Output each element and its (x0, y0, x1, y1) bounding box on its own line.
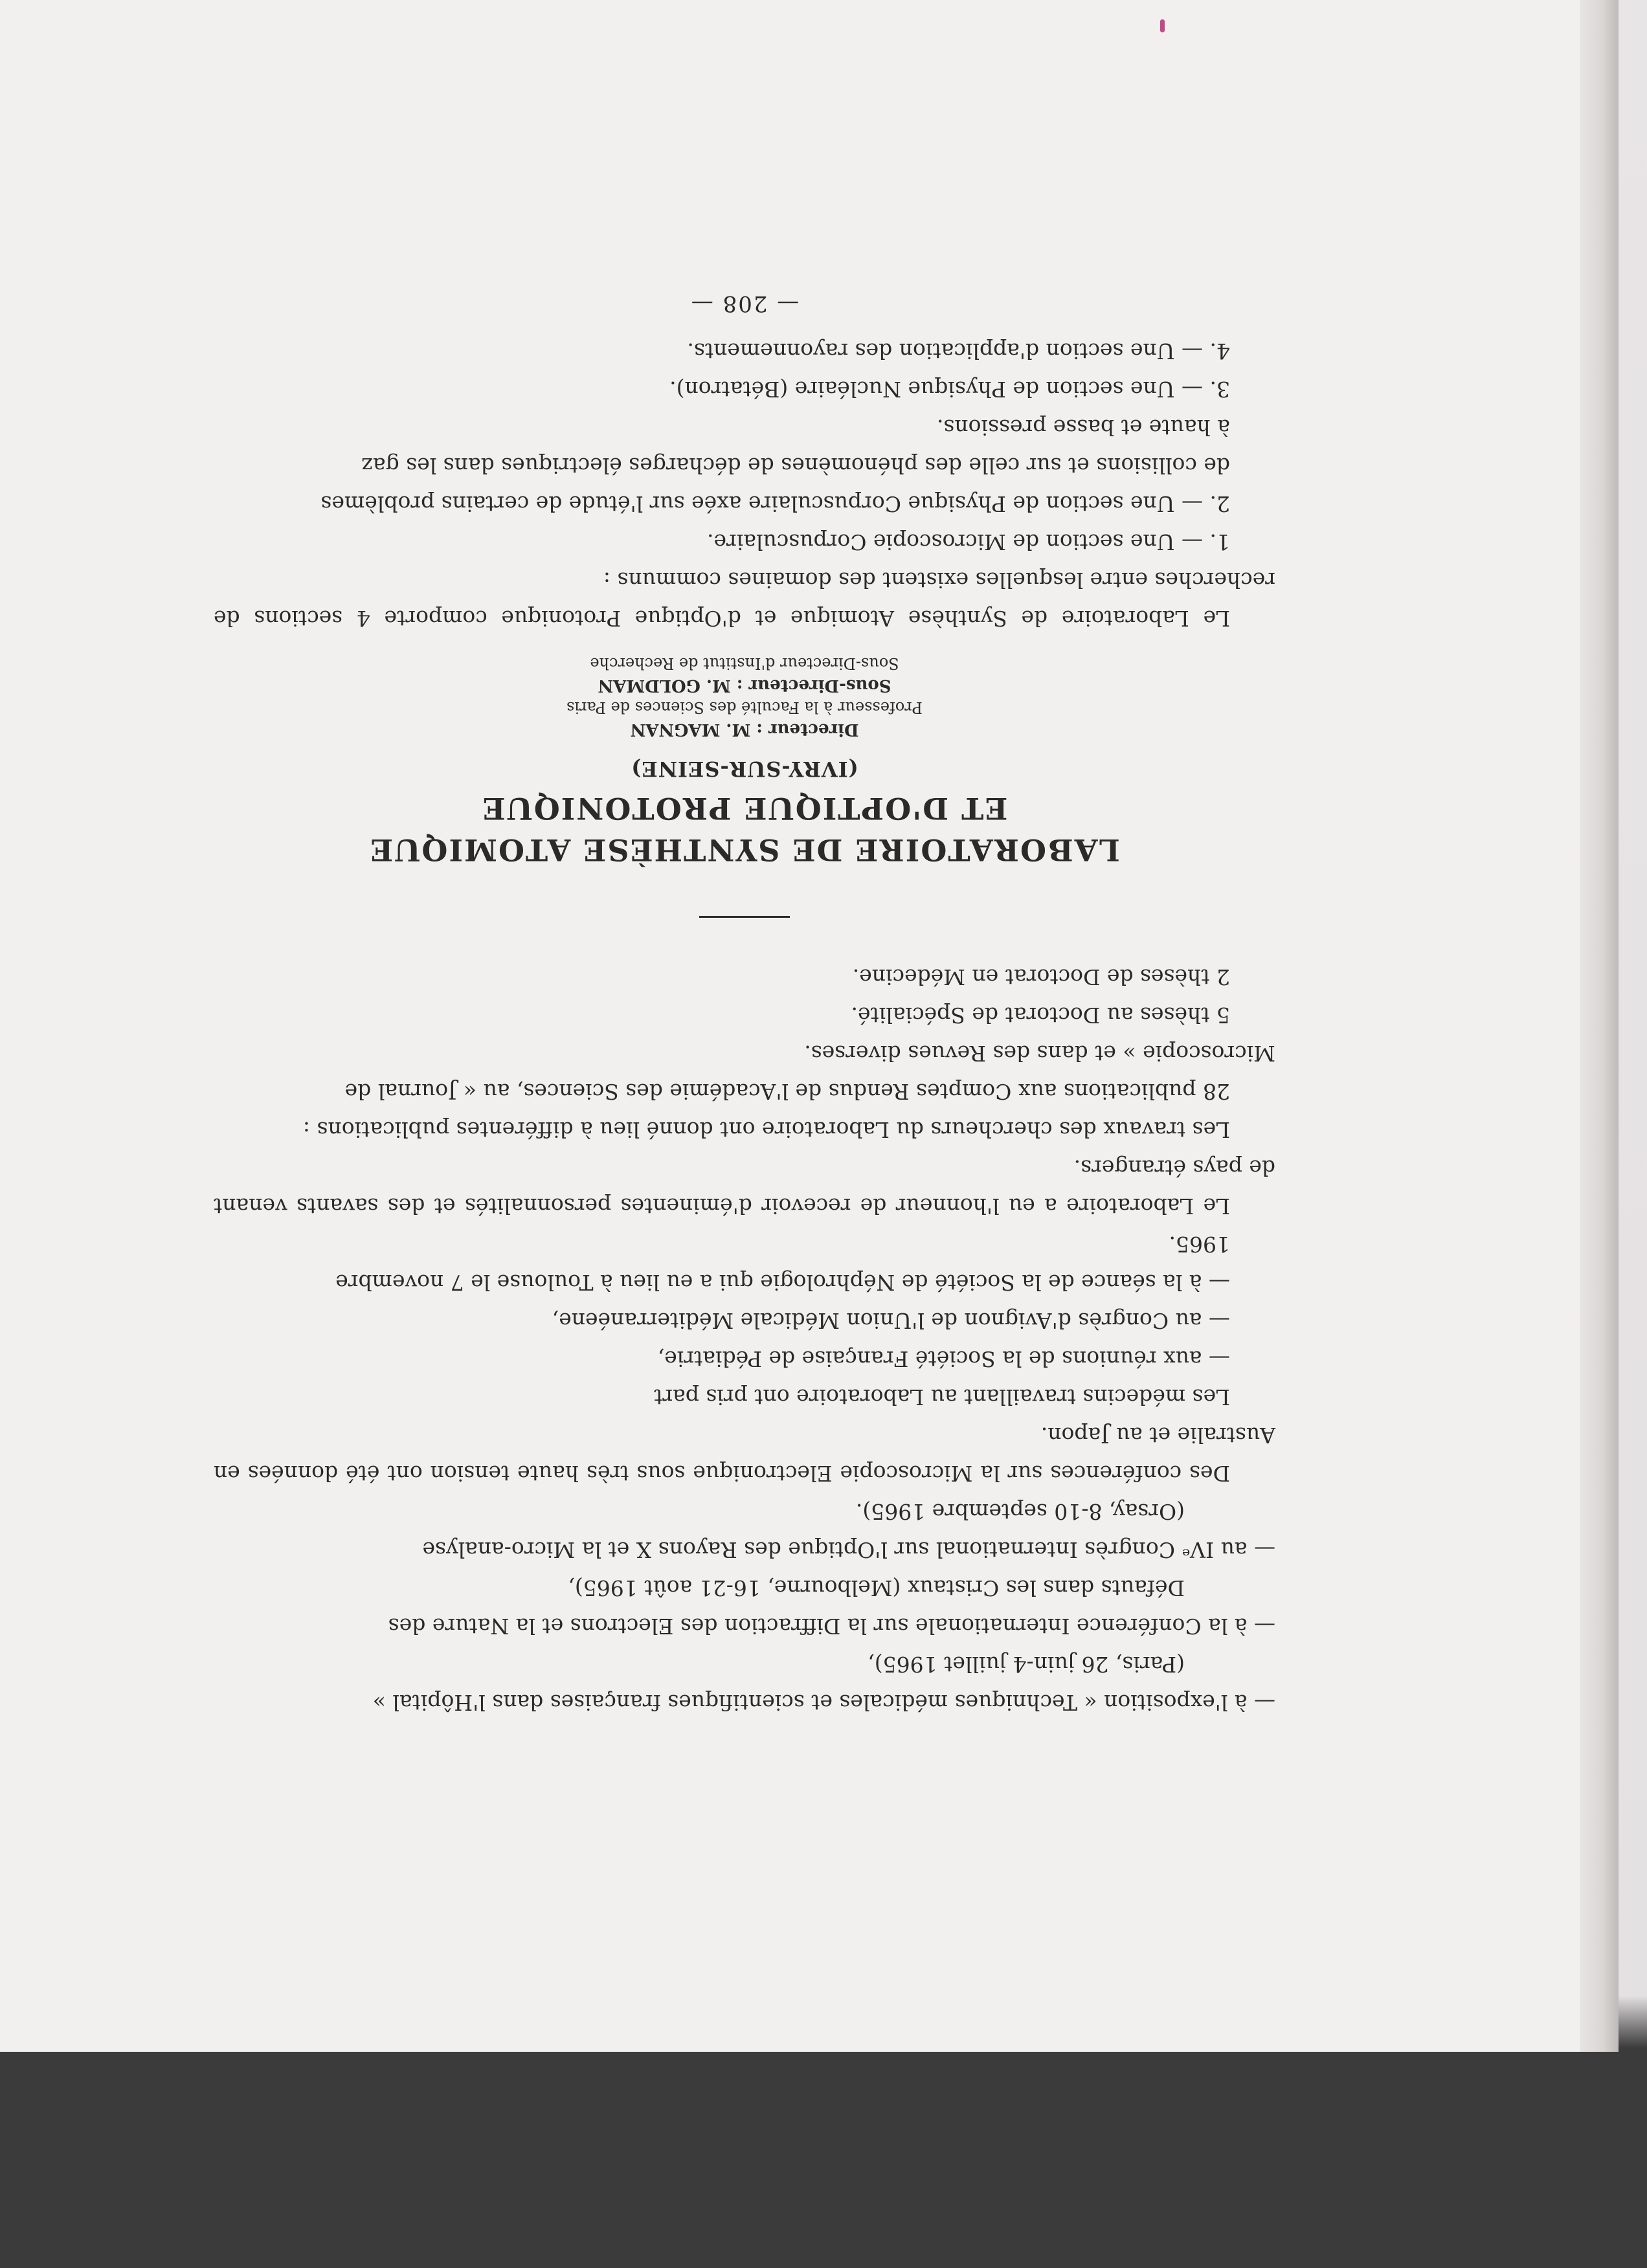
publication-item: 2 thèses de Doctorat en Médecine. (852, 964, 1230, 990)
lab-location: (IVRY-SUR-SEINE) (631, 757, 858, 781)
publication-item: 5 thèses au Doctorat de Spécialité. (851, 1003, 1230, 1028)
event-item: — au IVᵉ Congrès International sur l'Optique des Rayons X et la Micro-analyse (Orsay, 8-10 septembre 1965). (422, 1499, 1275, 1562)
publication-item: 28 publications aux Comptes Rendus de l'Académie des Sciences, au « Journal de Microscopie » et dans des Revues diverses. (344, 1041, 1275, 1104)
medecins-item: — aux réunions de la Société Française de Pédiatrie, (657, 1346, 1230, 1372)
section-item: 3. — Une section de Physique Nucléaire (Bétatron). (669, 377, 1230, 402)
rotated-page-content (214, 214, 1275, 1722)
works-paragraph: Les travaux des chercheurs du Laboratoire ont donné lieu à différentes publications : (302, 1117, 1230, 1142)
event-item: — à l'exposition « Techniques médicales et scientifiques françaises dans l'Hôpital » (Paris, 26 juin-4 juillet 1965), (372, 1652, 1275, 1715)
lab-title-line: ET D'OPTIQUE PROTONIQUE (481, 791, 1008, 826)
previous-section-continuation (214, 958, 1275, 1722)
event-item: — à la Conférence Internationale sur la Diffraction des Electrons et la Nature des Défauts dans les Cristaux (Melbourne, 16-21 août 1965), (388, 1575, 1275, 1639)
director-line: Directeur : M. MAGNAN (630, 720, 859, 739)
director-title: Professeur à la Faculté des Sciences de Paris (566, 698, 923, 717)
honor-paragraph: Le Laboratoire a eu l'honneur de recevoir d'éminentes personnalités et des savants venant de pays étrangers. (214, 1155, 1275, 1219)
section-divider (699, 916, 790, 918)
subdirector-line: Sous-Directeur : M. GOLDMAN (598, 676, 891, 695)
ink-mark (1160, 19, 1165, 32)
intro-paragraph: Le Laboratoire de Synthèse Atomique et d'Optique Protonique comporte 4 sections de recherches entre lesquelles existent des domaines communs : (214, 568, 1275, 631)
section-item: 4. — Une section d'application des rayonnements. (687, 339, 1230, 364)
page-number: — 208 — (689, 291, 800, 317)
medecins-item: — au Congrès d'Avignon de l'Union Médicale Méditerranéene, (552, 1308, 1230, 1333)
subdirector-title: Sous-Directeur d'Institut de Recherche (590, 654, 899, 673)
lab-title-line: LABORATOIRE DE SYNTHÈSE ATOMIQUE (369, 832, 1120, 867)
book-gutter (1580, 0, 1619, 2052)
section-item: 1. — Une section de Microscopie Corpusculaire. (706, 529, 1230, 555)
medecins-paragraph: Les médecins travaillant au Laboratoire ont pris part (654, 1384, 1230, 1410)
lab-description (214, 332, 1275, 638)
lab-title (214, 788, 1275, 871)
conferences-paragraph: Des conférences sur la Microscopie Electronique sous très haute tension ont été données en Australie et au Japon. (213, 1423, 1275, 1486)
section-item: 2. — Une section de Physique Corpusculaire axée sur l'étude de certains problèmes de collisions et sur celle des phénomènes de décharges électriques dans les gaz à haute et basse pressions. (320, 415, 1230, 517)
staff-block (214, 653, 1275, 741)
medecins-item: — à la séance de la Société de Néphrologie qui a eu lieu à Toulouse le 7 novembre 1965. (335, 1232, 1230, 1295)
